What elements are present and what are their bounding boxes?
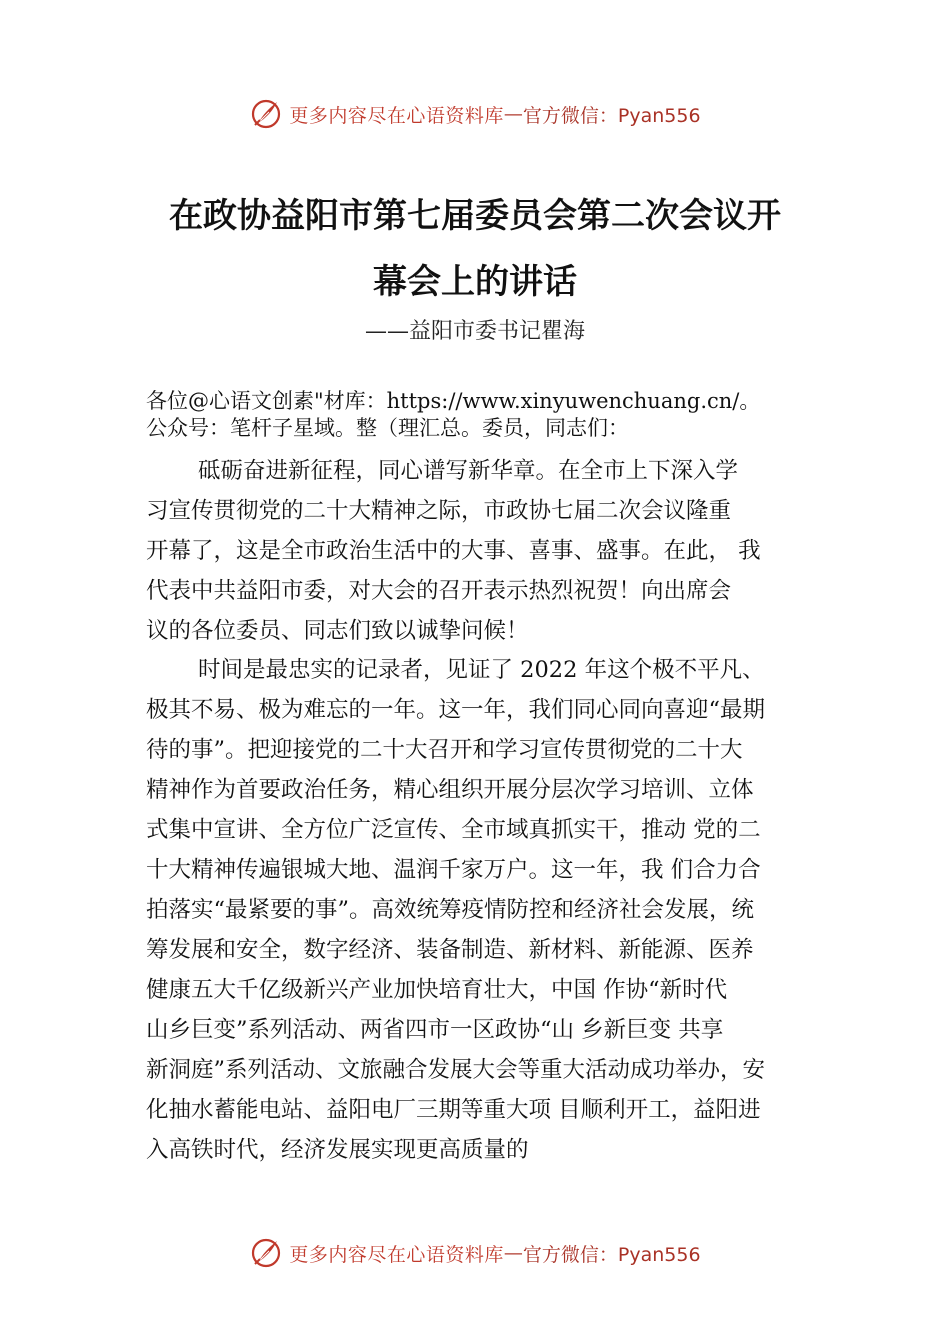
banner-separator: —: [503, 103, 523, 125]
paragraph-line: 开幕了，这是全市政治生活中的大事、喜事、盛事。在此， 我: [146, 538, 761, 564]
paragraph-line: 山乡巨变”系列活动、两省四市一区政协“山 乡新巨变 共享: [146, 1017, 724, 1043]
paragraph-line: 习宣传贯彻党的二十大精神之际，市政协七届二次会议隆重: [146, 498, 732, 524]
paragraph-line: 砥砺奋进新征程，同心谱写新华章。在全市上下深入学: [198, 458, 739, 484]
paragraph-line: 新洞庭”系列活动、文旅融合发展大会等重大活动成功举办，安: [146, 1057, 766, 1083]
paragraph-line: 化抽水蓄能电站、益阳电厂三期等重大项 目顺利开工，益阳进: [146, 1097, 761, 1123]
paragraph-line: 入高铁时代，经济发展实现更高质量的: [146, 1137, 529, 1163]
paragraph-line: 精神作为首要政治任务，精心组织开展分层次学习培训、立体: [146, 777, 754, 803]
banner-wechat: 官方微信：Pyan556: [522, 1243, 701, 1266]
paragraph-line: 筹发展和安全，数字经济、装备制造、新材料、新能源、医养: [146, 937, 754, 963]
banner-text: 更多内容尽在心语资料库: [289, 104, 504, 127]
greeting-line-1: 各位@心语文创素"材库：https://www.xinyuwenchuang.cn/。: [146, 389, 761, 413]
paragraph-line: 议的各位委员、同志们致以诚挚问候！: [146, 618, 529, 644]
document-subtitle: ——益阳市委书记瞿海: [364, 319, 585, 344]
paragraph-line: 拍落实“最紧要的事”。高效统筹疫情防控和经济社会发展，统: [146, 897, 755, 923]
paragraph-line: 健康五大千亿级新兴产业加快培育壮大，中国 作协“新时代: [146, 977, 728, 1003]
greeting-line-2: 公众号：笔杆子星域。整（理汇总。委员，同志们：: [146, 416, 629, 440]
paragraph-2: [146, 650, 846, 1170]
paragraph-line: 时间是最忠实的记录者，见证了 2022 年这个极不平凡、: [198, 657, 765, 683]
paragraph-1: [146, 451, 846, 651]
document-title-line2: 幕会上的讲话: [373, 262, 577, 302]
banner-wechat: 官方微信：Pyan556: [522, 104, 701, 127]
banner-separator: —: [503, 1242, 523, 1264]
quill-logo-icon: [249, 1236, 283, 1270]
paragraph-line: 代表中共益阳市委，对大会的召开表示热烈祝贺！向出席会: [146, 578, 732, 604]
paragraph-line: 式集中宣讲、全方位广泛宣传、全市域真抓实干，推动 党的二: [146, 817, 761, 843]
header-banner: [0, 94, 950, 134]
quill-logo-icon: [249, 97, 283, 131]
paragraph-line: 极其不易、极为难忘的一年。这一年，我们同心同向喜迎“最期: [146, 697, 766, 723]
footer-banner: [0, 1233, 950, 1273]
banner-text: 更多内容尽在心语资料库: [289, 1243, 504, 1266]
paragraph-line: 十大精神传遍银城大地、温润千家万户。这一年，我 们合力合: [146, 857, 761, 883]
paragraph-line: 待的事”。把迎接党的二十大召开和学习宣传贯彻党的二十大: [146, 737, 743, 763]
document-title-line1: 在政协益阳市第七届委员会第二次会议开: [169, 196, 781, 236]
